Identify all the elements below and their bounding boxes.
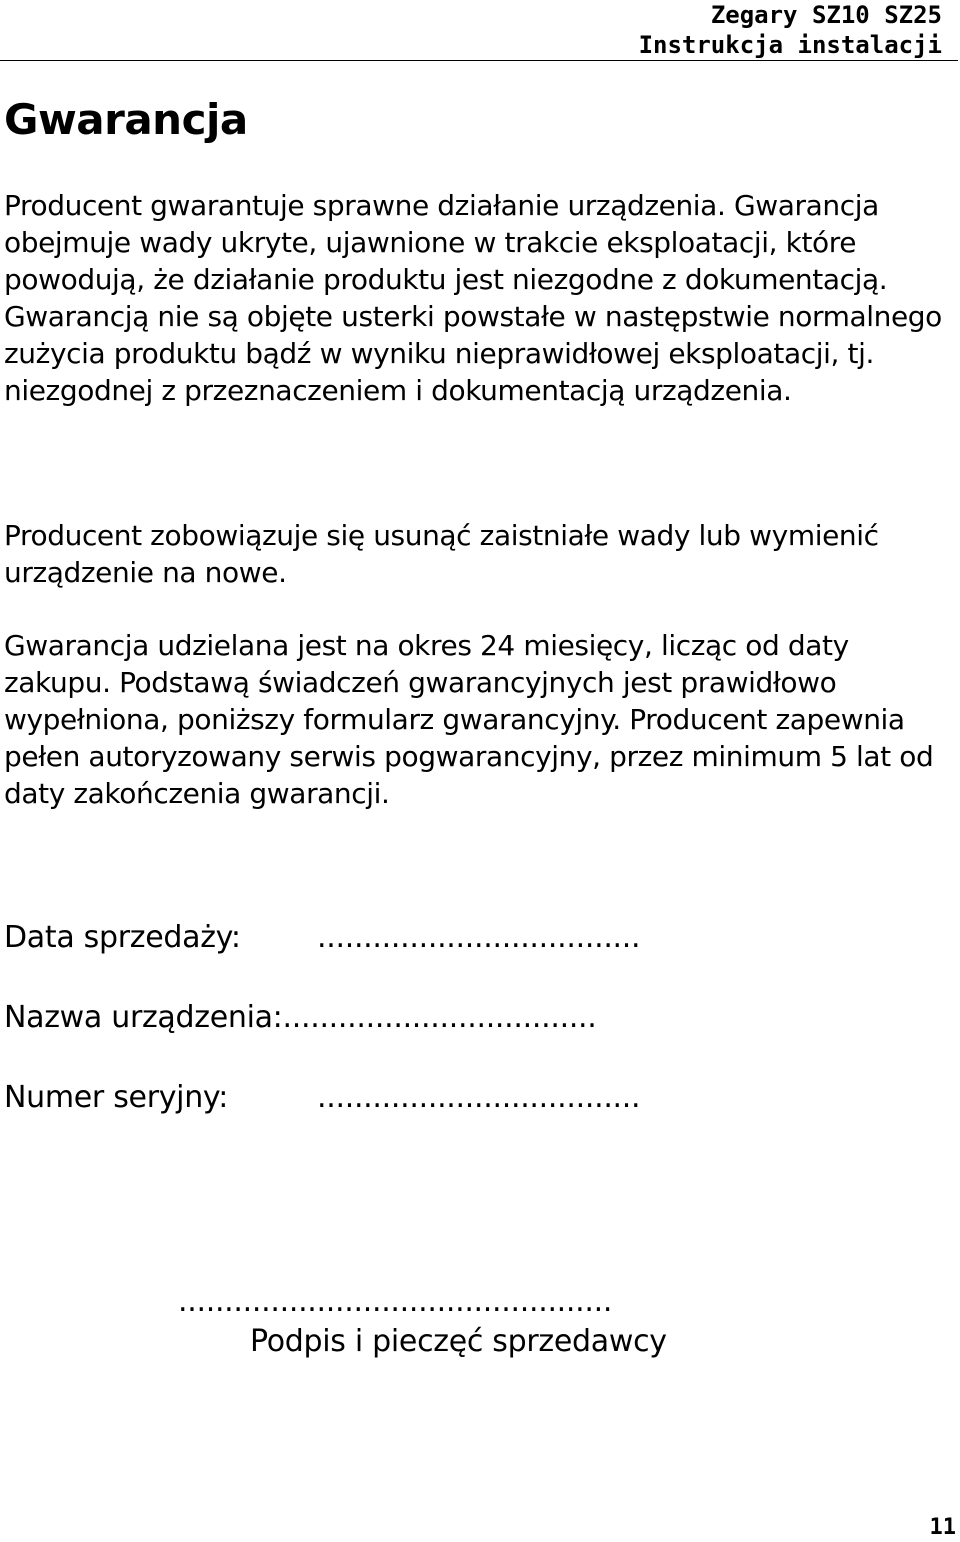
warranty-scope-paragraph: Producent gwarantuje sprawne działanie urządzenia. Gwarancja obejmuje wady ukryte, ujawnione w trakcie eksploatacji, które powodują, że działanie produktu jest niezgodne z dokumentacją. Gwarancją nie są objęte usterki powstałe w następstwie normalnego zużycia produktu bądź w wyniku nieprawidłowej eksploatacji, tj. niezgodnej z przeznaczeniem i dokumentacją urządzenia. [4, 189, 942, 407]
page-number: 11 [929, 1515, 956, 1540]
device-name-label: Nazwa urządzenia: [4, 1000, 283, 1035]
serial-number-field [4, 1078, 640, 1118]
sale-date-blank: ................................... [317, 920, 641, 955]
device-name-blank: .................................. [282, 1000, 597, 1035]
signature-blank: ............................................... [178, 1284, 613, 1319]
header-divider [0, 60, 958, 61]
repair-obligation-paragraph: Producent zobowiązuje się usunąć zaistniałe wady lub wymienić urządzenie na nowe. [4, 519, 879, 589]
header-product-title: Zegary SZ10 SZ25 [710, 1, 942, 29]
page-title: Gwarancja [4, 95, 248, 144]
seller-signature-block [178, 1282, 667, 1362]
sale-date-label: Data sprzedaży: [4, 920, 241, 955]
sale-date-field [4, 918, 640, 958]
warranty-period-paragraph: Gwarancja udzielana jest na okres 24 miesięcy, licząc od daty zakupu. Podstawą świadczeń gwarancyjnych jest prawidłowo wypełniona, poniższy formularz gwarancyjny. Producent zapewnia pełen autoryzowany serwis pogwarancyjny, przez minimum 5 lat od daty zakończenia gwarancji. [4, 629, 934, 810]
serial-number-label: Numer seryjny: [4, 1080, 229, 1115]
signature-label: Podpis i pieczęć sprzedawcy [250, 1324, 667, 1359]
serial-number-blank: ................................... [317, 1080, 641, 1115]
device-name-field [4, 998, 597, 1038]
page-header [639, 0, 942, 60]
header-document-title: Instrukcja instalacji [638, 31, 942, 59]
